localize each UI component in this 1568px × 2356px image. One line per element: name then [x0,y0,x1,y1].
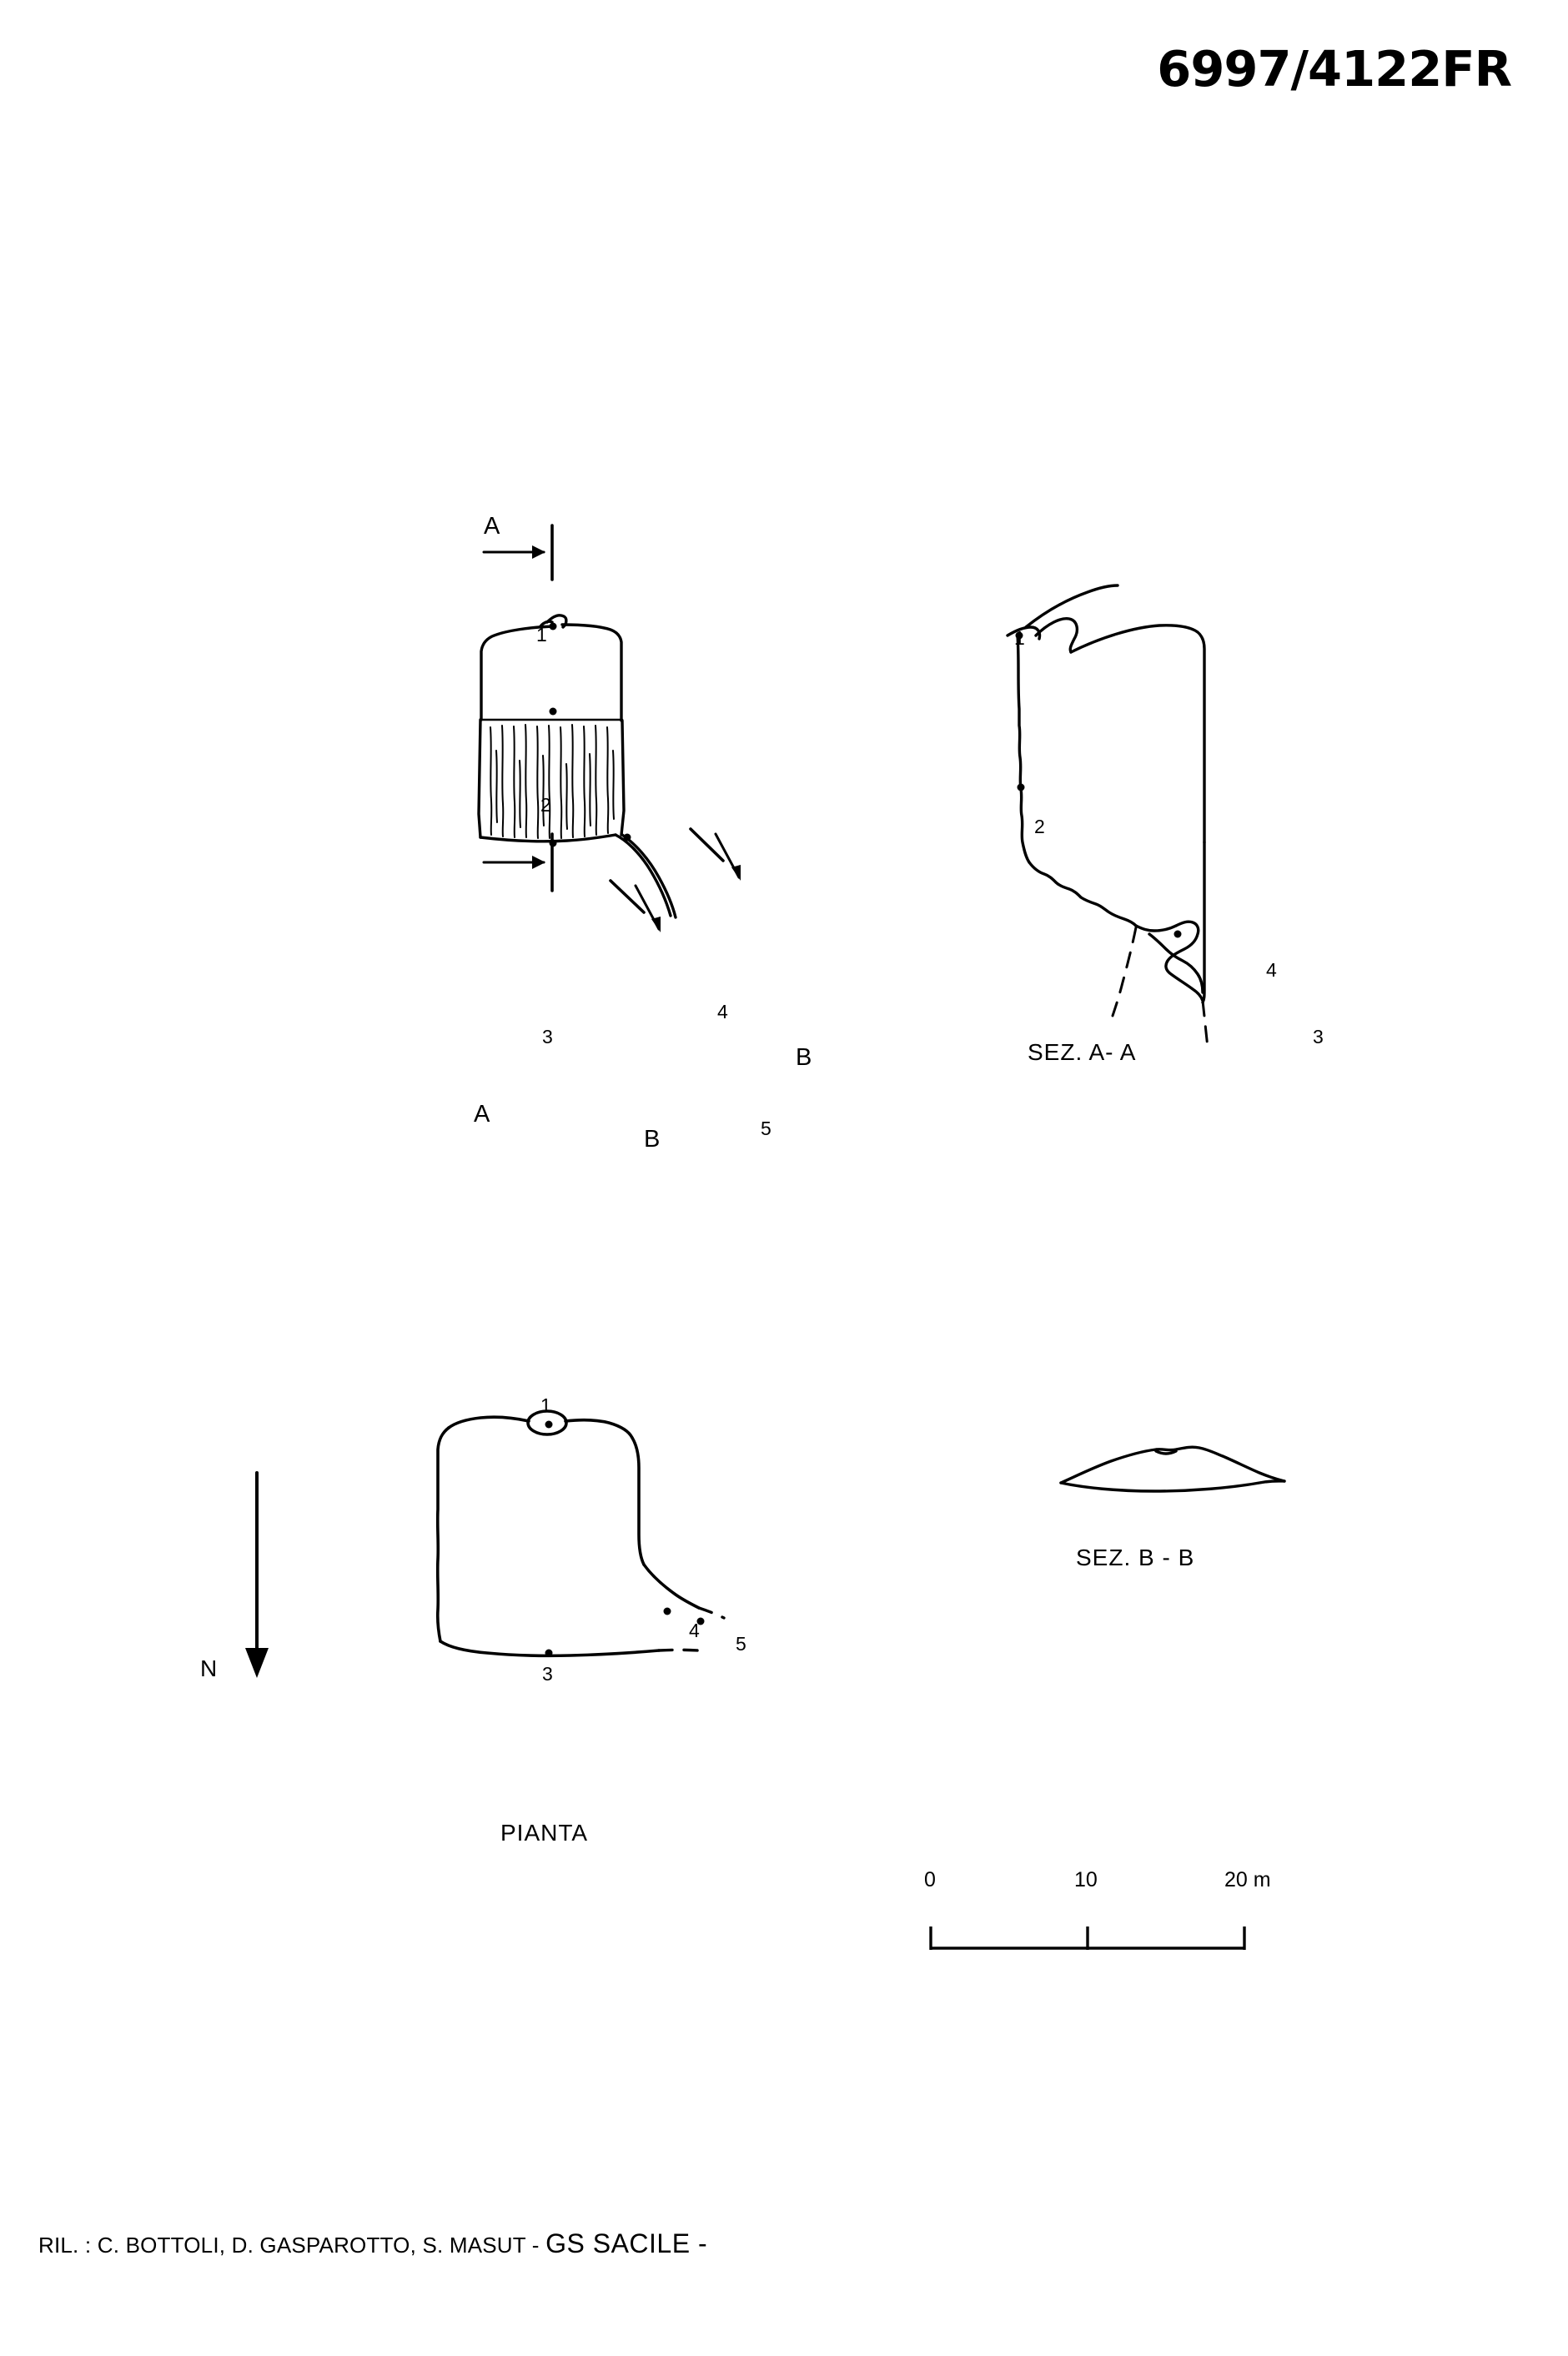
lower-plan-drawing [334,1384,851,1768]
section-bb-title: SEZ. B - B [1076,1545,1195,1570]
upper-plan-station-2: 2 [540,794,551,816]
lower-plan-station-5: 5 [736,1633,746,1655]
upper-plan-drawing [317,500,917,1201]
lower-plan-station-4: 4 [689,1620,700,1641]
north-label: N [200,1655,219,1681]
credits-line [38,2228,707,2259]
upper-plan-station-5: 5 [761,1118,771,1139]
upper-plan-station-3: 3 [542,1026,553,1047]
lower-plan-title: PIANTA [500,1820,589,1846]
section-aa-station-3: 3 [1313,1026,1324,1047]
section-aa-title: SEZ. A- A [1028,1039,1137,1065]
section-aa-drawing [984,575,1418,1059]
north-arrow [209,1468,309,1701]
cave-id-code: 6997/4122FR [1157,40,1511,98]
upper-plan-section-b-right-label: B [796,1044,812,1071]
lower-plan-station-1: 1 [540,1394,551,1416]
scale-tick-20: 20 m [1224,1868,1271,1891]
section-aa-station-1: 1 [1014,627,1025,649]
section-aa-station-4: 4 [1266,959,1277,981]
scale-tick-0: 0 [924,1868,936,1891]
upper-plan-section-b-left-label: B [644,1126,661,1153]
upper-plan-station-1: 1 [536,624,547,646]
lower-plan-station-3: 3 [542,1663,553,1685]
upper-plan-section-a-bottom-label: A [474,1101,490,1128]
credits-group: GS SACILE - [545,2228,708,2258]
upper-plan-station-4: 4 [717,1001,728,1022]
upper-plan-section-a-top-label: A [484,513,500,540]
section-bb-drawing [1051,1426,1334,1518]
scale-tick-10: 10 [1074,1868,1098,1891]
scale-bar [926,1910,1276,1968]
section-aa-station-2: 2 [1034,816,1045,837]
credits-surveyors: RIL. : C. BOTTOLI, D. GASPAROTTO, S. MASUT - [38,2233,540,2258]
